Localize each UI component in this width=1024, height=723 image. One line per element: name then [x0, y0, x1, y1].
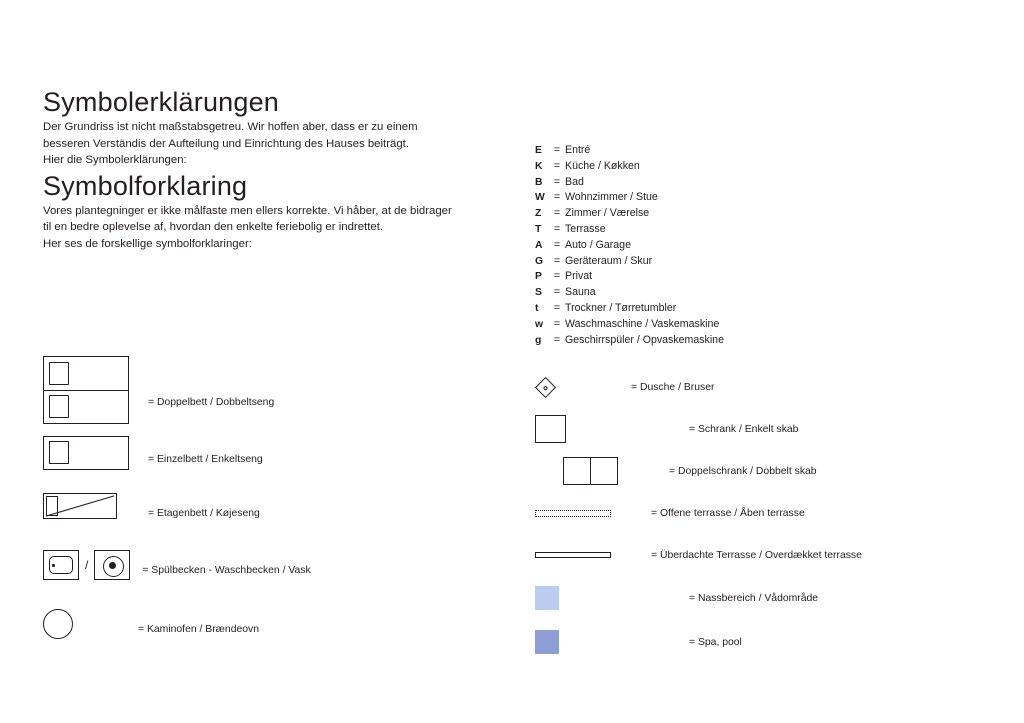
abbreviation-row [535, 143, 975, 159]
abbreviation-row [535, 269, 975, 285]
abbreviation-row [535, 317, 975, 333]
abbreviation-key: Z [535, 208, 542, 220]
open-terrace-icon [535, 510, 611, 517]
legend-label: = Doppelschrank / Dobbelt skab [669, 465, 817, 477]
page-title-german: Symbolerklärungen [43, 87, 280, 117]
abbreviation-value: Geschirrspüler / Opvaskemaskine [565, 333, 724, 346]
icon-separator: / [85, 558, 89, 572]
abbreviation-equals: = [553, 222, 561, 235]
legend-label: = Doppelbett / Dobbeltseng [148, 396, 275, 408]
abbreviation-value: Geräteraum / Skur [565, 254, 653, 267]
abbreviation-equals: = [553, 301, 561, 314]
legend-label: = Nassbereich / Vådområde [689, 592, 819, 604]
legend-row-spa-pool [535, 620, 985, 664]
abbreviation-key: t [535, 302, 539, 314]
abbreviation-list [535, 143, 975, 348]
intro-da-line-3: Her ses de forskellige symbolforklaringer: [43, 237, 252, 250]
abbreviation-key: w [535, 318, 544, 330]
closet-icon-wrap [535, 415, 631, 443]
legend-label: = Einzelbett / Enkeltseng [148, 453, 263, 465]
legend-row-double-bed [43, 352, 513, 428]
legend-row-single-bed [43, 428, 513, 478]
left-text-column [43, 85, 513, 253]
abbreviation-equals: = [553, 238, 561, 251]
abbreviation-equals: = [553, 254, 561, 267]
abbreviation-equals: = [553, 144, 561, 156]
abbreviation-value: Küche / Køkken [565, 159, 640, 172]
symbol-legend-right [535, 366, 985, 664]
abbreviation-value: Zimmer / Værelse [565, 207, 650, 220]
symbol-legend-left [43, 352, 513, 652]
intro-da-line-1: Vores plantegninger er ikke målfaste men ellers korrekte. Vi håber, at de bidrager [43, 204, 452, 217]
washbasin-icon [94, 550, 130, 580]
legend-label: = Spa, pool [689, 636, 742, 648]
abbreviation-row [535, 206, 975, 222]
abbreviation-key: W [535, 192, 545, 204]
abbreviation-row [535, 285, 975, 301]
legend-row-covered-terrace [535, 534, 985, 576]
covered-terrace-icon [535, 552, 611, 558]
legend-label: = Spülbecken - Waschbecken / Vask [142, 564, 311, 576]
abbreviation-row [535, 238, 975, 254]
abbreviation-key: E [535, 145, 542, 156]
abbreviation-key: K [535, 160, 543, 172]
abbreviation-row [535, 222, 975, 238]
legend-label: = Etagenbett / Køjeseng [148, 507, 260, 519]
covered-terrace-icon-wrap [535, 552, 631, 558]
double-closet-icon-wrap [563, 457, 659, 485]
intro-de-line-1: Der Grundriss ist nicht maßstabsgetreu. Wir hoffen aber, dass er zu einem [43, 121, 418, 133]
sink-icon [43, 550, 79, 580]
legend-label: = Dusche / Bruser [631, 381, 715, 393]
abbreviation-key: g [535, 334, 542, 346]
legend-row-closet [535, 408, 985, 450]
shower-icon [535, 376, 556, 397]
sink-basin-icon [43, 550, 130, 580]
legend-row-shower [535, 366, 985, 408]
abbreviation-equals: = [553, 159, 561, 172]
legend-label: = Schrank / Enkelt skab [689, 423, 799, 435]
abbreviation-row [535, 333, 975, 349]
intro-de-line-3: Hier die Symbolerklärungen: [43, 154, 187, 167]
intro-de-line-2: besseren Verständis der Aufteilung und Einrichtung des Hauses beiträgt. [43, 137, 409, 150]
intro-paragraph-german [43, 119, 513, 169]
abbreviation-value: Wohnzimmer / Stue [565, 191, 658, 204]
wet-area-swatch-icon [535, 586, 559, 610]
closet-icon [535, 415, 566, 443]
abbreviation-row [535, 301, 975, 317]
abbreviation-row [535, 190, 975, 206]
abbreviation-value: Terrasse [565, 222, 606, 235]
abbreviation-row [535, 254, 975, 270]
bunk-diagonal-line [44, 494, 116, 518]
abbreviation-value: Sauna [565, 286, 596, 299]
abbreviation-value: Bad [565, 175, 584, 188]
abbreviation-key: T [535, 223, 542, 235]
fireplace-icon [43, 609, 73, 639]
abbreviation-value: Auto / Garage [565, 238, 631, 251]
abbreviation-value: Privat [565, 270, 593, 283]
page-title-danish: Symbolforklaring [43, 170, 248, 201]
abbreviation-key: S [535, 287, 542, 299]
abbreviation-equals: = [553, 207, 561, 220]
abbreviation-value: Waschmaschine / Vaskemaskine [565, 317, 720, 330]
legend-row-open-terrace [535, 492, 985, 534]
abbreviation-equals: = [553, 175, 561, 188]
abbreviation-key: G [535, 255, 544, 267]
legend-row-wet-area [535, 576, 985, 620]
abbreviation-key: B [535, 176, 543, 188]
abbreviation-equals: = [553, 333, 561, 346]
abbreviation-key: P [535, 271, 542, 283]
intro-paragraph-danish [43, 203, 513, 253]
legend-row-bunk-bed [43, 478, 513, 534]
double-bed-icon [43, 356, 129, 424]
legend-row-double-closet [535, 450, 985, 492]
abbreviation-value: Entré [565, 144, 591, 156]
abbreviation-key: A [535, 239, 543, 251]
shower-icon-wrap [535, 380, 631, 395]
abbreviation-row [535, 159, 975, 175]
legend-label: = Offene terrasse / Åben terrasse [651, 507, 805, 519]
intro-da-line-2: til en bedre oplevelse af, hvordan den enkelte feriebolig er indrettet. [43, 221, 384, 234]
abbreviation-equals: = [553, 317, 561, 330]
bunk-bed-icon [43, 493, 117, 519]
single-bed-icon [43, 436, 129, 470]
abbreviation-equals: = [553, 286, 561, 299]
wet-area-swatch-wrap [535, 586, 631, 610]
double-closet-icon [563, 457, 618, 485]
abbreviation-value: Trockner / Tørretumbler [565, 301, 677, 314]
spa-pool-swatch-icon [535, 630, 559, 654]
legend-row-fireplace [43, 596, 513, 652]
legend-label: = Kaminofen / Brændeovn [138, 623, 260, 635]
abbreviation-equals: = [553, 270, 561, 283]
legend-label: = Überdachte Terrasse / Overdækket terrasse [651, 549, 862, 561]
abbreviation-row [535, 175, 975, 191]
open-terrace-icon-wrap [535, 510, 631, 517]
legend-row-sink [43, 534, 513, 596]
spa-pool-swatch-wrap [535, 630, 631, 654]
abbreviation-equals: = [553, 191, 561, 204]
